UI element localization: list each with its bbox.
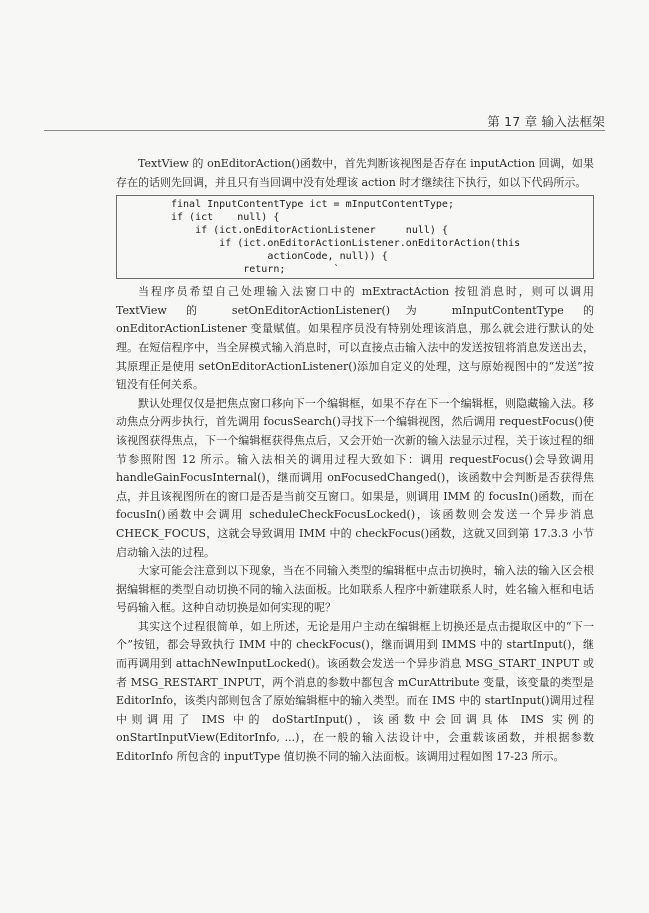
paragraph: 大家可能会注意到以下现象，当在不同输入类型的编辑框中点击切换时，输入法的输入区会根据编辑框的类型自动切换不同的输入法面板。比如联系人程序中新建联系人时，姓名输入框和电话号码输入框。这种自动切换是如何实现的呢？ <box>116 564 594 615</box>
chapter-header: 第 17 章 输入法框架 <box>487 114 605 129</box>
paragraph: 当程序员希望自己处理输入法窗口中的 mExtractAction 按钮消息时，则可以调用 TextView 的 setOnEditorActionListener()为 mInputContentType 的 onEditorActionListener 变量赋值。如果程序员没有特别处理该消息，那么就会进行默认的处理。在短信程序中，当全屏模式输入消息时，可以直接点击输入法中的发送按钮将消息发送出去，其原理正是使用 setOnEditorActionListener()添加自定义的处理，这与原始视图中的“发送”按钮没有任何关系。 <box>116 285 594 392</box>
paragraph: TextView 的 onEditorAction()函数中，首先判断该视图是否存在 inputAction 回调，如果存在的话则先回调，并且只有当回调中没有处理该 action 时才继续往下执行，如以下代码所示。 <box>116 157 594 189</box>
code-line: return; ` <box>171 264 340 276</box>
code-line: if (ict.onEditorActionListener null) { <box>171 225 448 237</box>
code-line: final InputContentType ict = mInputContentType; <box>171 199 454 211</box>
code-line: if (ict.onEditorActionListener.onEditorAction(this <box>171 238 521 250</box>
paragraph: 其实这个过程很简单，如上所述，无论是用户主动在编辑框上切换还是点击提取区中的“下一个”按钮，都会导致执行 IMM 中的 checkFocus()，继而调用到 IMMS 中的 startInput()，继而再调用到 attachNewInputLocked()。该函数会发送一个异步消息 MSG_START_INPUT 或者 MSG_RESTART_INPUT，两个消息的参数中都包含 mCurAttribute 变量，该变量的类型是 EditorInfo，该类内部则包含了原始编辑框中的输入类型。而在 IMS 中的 startInput()调用过程中则调用了 IMS 中的 doStartInput()，该函数中会回调具体 IMS 实例的 onStartInputView(EditorInfo, ...)，在一般的输入法设计中，会重载该函数，并根据参数 EditorInfo 所包含的 inputType 值切换不同的输入法面板。该调用过程如图 17-23 所示。 <box>116 619 594 764</box>
code-line: if (ict null) { <box>171 212 280 224</box>
paragraph: 默认处理仅仅是把焦点窗口移向下一个编辑框，如果不存在下一个编辑框，则隐藏输入法。移动焦点分两步执行，首先调用 focusSearch()寻找下一个编辑视图，然后调用 requestFocus()使该视图获得焦点，下一个编辑框获得焦点后，又会开始一次新的输入法显示过程，关于该过程的细节参照附图 12 所示。输入法相关的调用过程大致如下：调用 requestFocus()会导致调用 handleGainFocusInternal()，继而调用 onFocusedChanged()，该函数中会判断是否获得焦点，并且该视图所在的窗口是否是当前交互窗口。如果是，则调用 IMM 的 focusIn()函数，而在 focusIn()函数中会调用 scheduleCheckFocusLocked()，该函数则会发送一个异步消息 CHECK_FOCUS，这就会导致调用 IMM 中的 checkFocus()函数，这就又回到第 17.3.3 小节启动输入法的过程。 <box>116 396 594 559</box>
body-text <box>116 155 594 767</box>
header-rule <box>44 130 605 131</box>
code-block <box>116 195 594 279</box>
code-line: actionCode, null)) { <box>171 251 388 263</box>
